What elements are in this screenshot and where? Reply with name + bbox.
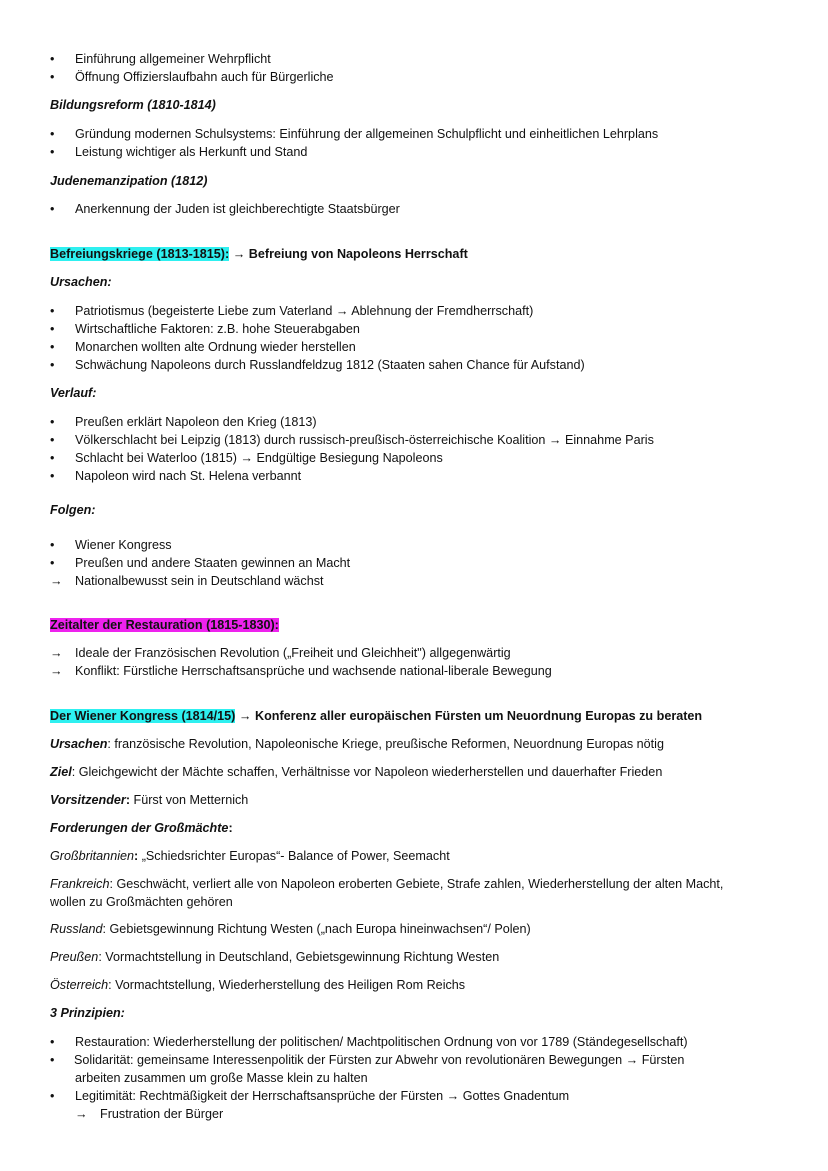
bullet-marker: • (50, 556, 55, 570)
subheading-prinzipien: 3 Prinzipien: (50, 1006, 125, 1020)
arrow-item-text: Konflikt: Fürstliche Herrschaftsansprüche und wachsende national-liberale Bewegung (75, 664, 552, 678)
bullet-marker: • (50, 415, 55, 429)
list-item (0, 143, 828, 161)
bullet-marker: • (50, 1089, 55, 1103)
bullet-marker: • (50, 433, 55, 447)
paragraph-grossbritannien (50, 847, 450, 865)
bullet-marker: • (50, 358, 55, 372)
arrow-glyph: → (238, 709, 252, 723)
bullet-marker: • (50, 127, 55, 141)
list-item-text: Leistung wichtiger als Herkunft und Stand (75, 145, 308, 159)
bullet-marker: • (50, 322, 55, 336)
highlighted-title: Zeitalter der Restauration (1815-1830): (50, 618, 279, 632)
list-item-text: arbeiten zusammen um große Masse klein zu halten (75, 1071, 368, 1085)
arrow-item (0, 1105, 828, 1123)
section-heading-befreiungskriege (50, 245, 468, 263)
bullet-marker: • (50, 451, 55, 465)
list-item-continuation (0, 1069, 828, 1087)
paragraph-preussen (50, 948, 499, 966)
list-item (0, 125, 828, 143)
list-item (0, 467, 828, 485)
text: : Vormachtstellung, Wiederherstellung des Heiligen Rom Reichs (108, 978, 466, 992)
list-item (0, 449, 828, 467)
heading-tail: Konferenz aller europäischen Fürsten um Neuordnung Europas zu beraten (254, 709, 703, 723)
label: Ursachen (50, 737, 108, 751)
text: Fürst von Metternich (130, 793, 249, 807)
arrow-marker: → (75, 1107, 88, 1121)
label: Vorsitzender (50, 793, 126, 807)
list-item (0, 1033, 828, 1051)
paragraph-ziel (50, 763, 662, 781)
arrow-marker: → (50, 574, 63, 588)
label: Preußen (50, 950, 99, 964)
paragraph-vorsitzender (50, 791, 248, 809)
bullet-marker: • (50, 538, 55, 552)
label: Großbritannien (50, 849, 134, 863)
paragraph-oesterreich (50, 976, 465, 994)
subheading-verlauf: Verlauf: (50, 386, 97, 400)
subheading-folgen: Folgen: (50, 503, 96, 517)
arrow-glyph: → (232, 247, 246, 261)
bullet-marker: • (50, 145, 55, 159)
subheading-judenemanzipation: Judenemanzipation (1812) (50, 174, 208, 188)
list-item-text: Schlacht bei Waterloo (1815) → Endgültige Besiegung Napoleons (75, 451, 443, 465)
list-item (0, 320, 828, 338)
section-heading-restauration (50, 616, 279, 634)
highlighted-title: Der Wiener Kongress (1814/15) (50, 709, 236, 723)
list-item-text: Preußen und andere Staaten gewinnen an Macht (75, 556, 351, 570)
list-item-text: Öffnung Offizierslaufbahn auch für Bürgerliche (75, 70, 334, 84)
list-item (0, 1087, 828, 1105)
heading-tail: Befreiung von Napoleons Herrschaft (248, 247, 468, 261)
paragraph-russland (50, 920, 531, 938)
label: Forderungen der Großmächte (50, 821, 229, 835)
list-item-text: Patriotismus (begeisterte Liebe zum Vaterland → Ablehnung der Fremdherrschaft) (75, 304, 534, 318)
list-item-text: Preußen erklärt Napoleon den Krieg (1813) (75, 415, 317, 429)
text: : Gebietsgewinnung Richtung Westen („nach Europa hineinwachsen“/ Polen) (102, 922, 531, 936)
list-item (0, 554, 828, 572)
label: Österreich (50, 978, 109, 992)
arrow-item (0, 644, 828, 662)
highlighted-title: Befreiungskriege (1813-1815): (50, 247, 230, 261)
bullet-marker: • (50, 1053, 55, 1067)
list-item-text: Anerkennung der Juden ist gleichberechtigte Staatsbürger (75, 202, 400, 216)
list-item (0, 338, 828, 356)
list-item (0, 302, 828, 320)
arrow-item-text: Nationalbewusst sein in Deutschland wächst (75, 574, 324, 588)
list-item (0, 536, 828, 554)
subheading-ursachen: Ursachen: (50, 275, 112, 289)
label: Frankreich (50, 877, 110, 891)
text: : Geschwächt, verliert alle von Napoleon eroberten Gebiete, Strafe zahlen, Wiederherstellung der alten Macht, (109, 877, 724, 891)
bullet-marker: • (50, 202, 55, 216)
list-item-text: Wiener Kongress (75, 538, 172, 552)
arrow-marker: → (50, 664, 63, 678)
list-item-text: Wirtschaftliche Faktoren: z.B. hohe Steuerabgaben (75, 322, 360, 336)
list-item (0, 200, 828, 218)
label: Ziel (50, 765, 72, 779)
arrow-item-text: Ideale der Französischen Revolution („Freiheit und Gleichheit") allgegenwärtig (75, 646, 511, 660)
list-item-text: Gründung modernen Schulsystems: Einführung der allgemeinen Schulpflicht und einheitlichen Lehrplans (75, 127, 659, 141)
list-item (0, 431, 828, 449)
text: : Gleichgewicht der Mächte schaffen, Verhältnisse vor Napoleon wiederherstellen und dauerhafter Frieden (71, 765, 663, 779)
section-heading-wiener-kongress (50, 707, 702, 725)
list-item-text: Legitimität: Rechtmäßigkeit der Herrschaftsansprüche der Fürsten → Gottes Gnadentum (75, 1089, 570, 1103)
bullet-marker: • (50, 469, 55, 483)
colon: : (125, 793, 131, 807)
list-item (0, 50, 828, 68)
list-item-text: Völkerschlacht bei Leipzig (1813) durch russisch-preußisch-österreichische Koalition → Einnahme Paris (75, 433, 654, 447)
bullet-marker: • (50, 1035, 55, 1049)
list-item-text: Solidarität: gemeinsame Interessenpolitik der Fürsten zur Abwehr von revolutionären Bewegungen → Fürsten (74, 1053, 685, 1067)
list-item-text: Restauration: Wiederherstellung der politischen/ Machtpolitischen Ordnung von vor 1789 (Ständegesellschaft) (75, 1035, 688, 1049)
paragraph-frankreich (50, 875, 723, 893)
colon: : (134, 849, 139, 863)
bullet-marker: • (50, 340, 55, 354)
list-item (0, 1051, 828, 1069)
paragraph-frankreich-cont: wollen zu Großmächten gehören (50, 895, 233, 909)
arrow-item (0, 662, 828, 680)
list-item-text: Schwächung Napoleons durch Russlandfeldzug 1812 (Staaten sahen Chance für Aufstand) (75, 358, 585, 372)
label: Russland (50, 922, 103, 936)
list-item (0, 356, 828, 374)
arrow-item-text: Frustration der Bürger (100, 1107, 224, 1121)
text: „Schiedsrichter Europas“- Balance of Power, Seemacht (138, 849, 450, 863)
bullet-marker: • (50, 304, 55, 318)
bullet-marker: • (50, 52, 55, 66)
arrow-marker: → (50, 646, 63, 660)
list-item-text: Napoleon wird nach St. Helena verbannt (75, 469, 302, 483)
text: : Vormachtstellung in Deutschland, Gebietsgewinnung Richtung Westen (98, 950, 500, 964)
colon: : (228, 821, 233, 835)
list-item-text: Einführung allgemeiner Wehrpflicht (75, 52, 271, 66)
list-item (0, 413, 828, 431)
bullet-marker: • (50, 70, 55, 84)
paragraph-ursachen (50, 735, 664, 753)
arrow-item (0, 572, 828, 590)
text: : französische Revolution, Napoleonische Kriege, preußische Reformen, Neuordnung Europas nötig (107, 737, 664, 751)
subheading-forderungen (50, 819, 233, 837)
list-item-text: Monarchen wollten alte Ordnung wieder herstellen (75, 340, 356, 354)
list-item (0, 68, 828, 86)
subheading-bildungsreform: Bildungsreform (1810-1814) (50, 98, 216, 112)
